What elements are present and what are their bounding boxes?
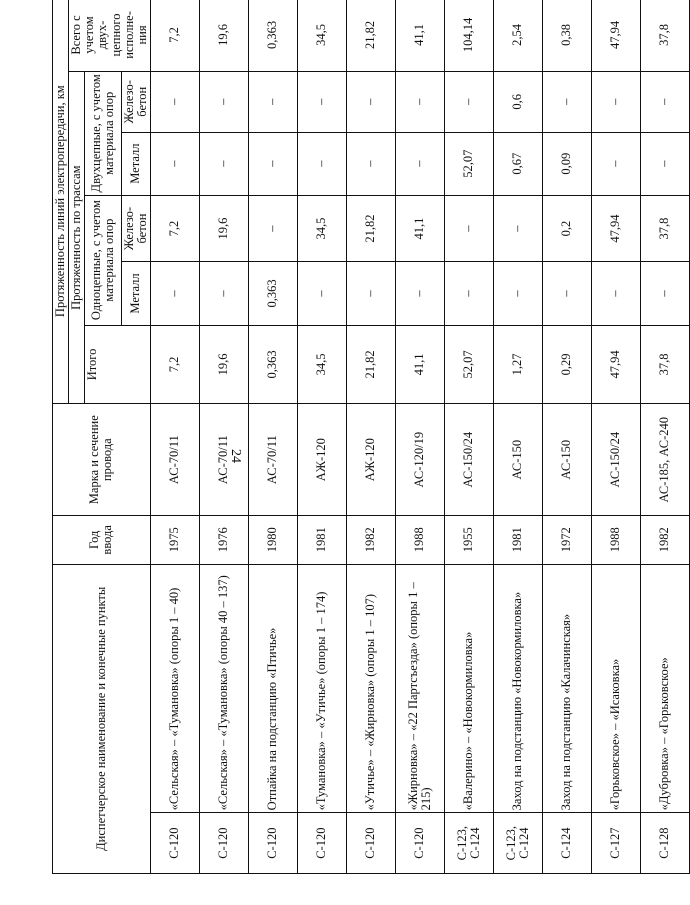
- cell-d-conc: –: [542, 71, 591, 132]
- cell-name: Заход на подстанцию «Новокормиловка»: [493, 564, 542, 813]
- cell-code: С-120: [150, 813, 199, 874]
- cell-name: «Утичье» – «Жирновка» (опоры 1 – 107): [346, 564, 395, 813]
- cell-year: 1976: [199, 516, 248, 565]
- cell-s-conc: 34,5: [297, 195, 346, 262]
- cell-wire: АС-70/11: [150, 404, 199, 516]
- cell-total: 21,82: [346, 325, 395, 404]
- cell-total: 52,07: [444, 325, 493, 404]
- header-route: Протяженность по трассам: [69, 71, 85, 403]
- cell-d-metal: –: [150, 132, 199, 195]
- cell-d-metal: 0,09: [542, 132, 591, 195]
- cell-d-metal: 52,07: [444, 132, 493, 195]
- cell-wire: АС-150/24: [444, 404, 493, 516]
- cell-s-metal: –: [150, 262, 199, 325]
- cell-name: «Горьковское» – «Исаковка»: [591, 564, 640, 813]
- cell-code: С-127: [591, 813, 640, 874]
- cell-total: 0,363: [248, 325, 297, 404]
- cell-name: «Жирновка» – «22 Партсъезда» (опоры 1 – 215): [395, 564, 444, 813]
- cell-total: 37,8: [640, 325, 689, 404]
- header-single-concrete: Железо- бетон: [121, 195, 150, 262]
- cell-all: 0,38: [542, 0, 591, 71]
- header-total: Итого: [85, 325, 151, 404]
- header-single-metal: Металл: [121, 262, 150, 325]
- table-row: [248, 0, 297, 874]
- cell-d-conc: –: [199, 71, 248, 132]
- cell-s-conc: –: [493, 195, 542, 262]
- cell-d-conc: 0,6: [493, 71, 542, 132]
- cell-all: 47,94: [591, 0, 640, 71]
- cell-total: 19,6: [199, 325, 248, 404]
- cell-all: 34,5: [297, 0, 346, 71]
- cell-s-conc: 19,6: [199, 195, 248, 262]
- cell-name: «Дубровка» – «Горьковское»: [640, 564, 689, 813]
- cell-all: 19,6: [199, 0, 248, 71]
- cell-d-conc: –: [248, 71, 297, 132]
- cell-all: 41,1: [395, 0, 444, 71]
- cell-d-metal: –: [395, 132, 444, 195]
- table-row: [199, 0, 248, 874]
- table-row: [395, 0, 444, 874]
- table-row: [444, 0, 493, 874]
- cell-total: 41,1: [395, 325, 444, 404]
- cell-all: 37,8: [640, 0, 689, 71]
- header-length: Протяженность линий электропередачи, км: [53, 0, 69, 404]
- table-body: [150, 0, 689, 874]
- cell-year: 1988: [395, 516, 444, 565]
- cell-all: 7,2: [150, 0, 199, 71]
- table-row: [150, 0, 199, 874]
- cell-total: 47,94: [591, 325, 640, 404]
- table-row: [346, 0, 395, 874]
- cell-d-metal: –: [591, 132, 640, 195]
- cell-d-metal: 0,67: [493, 132, 542, 195]
- cell-year: 1982: [346, 516, 395, 565]
- cell-code: С-123, С-124: [444, 813, 493, 874]
- cell-d-metal: –: [248, 132, 297, 195]
- cell-wire: АС-120/19: [395, 404, 444, 516]
- page-number: 24: [228, 449, 243, 463]
- cell-wire: АС-150/24: [591, 404, 640, 516]
- cell-total: 34,5: [297, 325, 346, 404]
- cell-code: С-124: [542, 813, 591, 874]
- table-container: [52, 0, 672, 874]
- cell-s-metal: –: [591, 262, 640, 325]
- cell-year: 1972: [542, 516, 591, 565]
- cell-total: 7,2: [150, 325, 199, 404]
- cell-name: Отпайка на подстанцию «Птичье»: [248, 564, 297, 813]
- cell-s-metal: –: [297, 262, 346, 325]
- cell-d-metal: –: [640, 132, 689, 195]
- cell-name: Заход на подстанцию «Калачинская»: [542, 564, 591, 813]
- cell-code: С-120: [199, 813, 248, 874]
- cell-d-metal: –: [199, 132, 248, 195]
- cell-d-metal: –: [346, 132, 395, 195]
- cell-d-conc: –: [346, 71, 395, 132]
- table-row: [493, 0, 542, 874]
- cell-s-conc: 21,82: [346, 195, 395, 262]
- header-double-total: Всего с учетом двух- цепного исполне- ния: [69, 0, 151, 71]
- header-double-concrete: Железо- бетон: [121, 71, 150, 132]
- cell-all: 104,14: [444, 0, 493, 71]
- cell-s-metal: –: [395, 262, 444, 325]
- cell-name: «Тумановка» – «Утичье» (опоры 1 – 174): [297, 564, 346, 813]
- cell-all: 21,82: [346, 0, 395, 71]
- cell-wire: АС-150: [493, 404, 542, 516]
- header-double: Двухцепные, с учетом материала опор: [85, 71, 121, 195]
- cell-year: 1988: [591, 516, 640, 565]
- cell-wire: АС-70/11: [199, 404, 248, 516]
- header-year: Год ввода: [53, 516, 151, 565]
- cell-s-metal: –: [199, 262, 248, 325]
- cell-s-conc: 41,1: [395, 195, 444, 262]
- table-row: [542, 0, 591, 874]
- cell-code: С-120: [297, 813, 346, 874]
- cell-d-conc: –: [297, 71, 346, 132]
- cell-all: 0,363: [248, 0, 297, 71]
- cell-year: 1980: [248, 516, 297, 565]
- cell-name: «Сельская» – «Тумановка» (опоры 40 – 137): [199, 564, 248, 813]
- table-row: [591, 0, 640, 874]
- cell-wire: АЖ-120: [297, 404, 346, 516]
- cell-d-conc: –: [640, 71, 689, 132]
- cell-s-metal: 0,363: [248, 262, 297, 325]
- cell-s-conc: 47,94: [591, 195, 640, 262]
- cell-wire: АС-185, АС-240: [640, 404, 689, 516]
- table-row: [297, 0, 346, 874]
- cell-s-metal: –: [542, 262, 591, 325]
- header-double-metal: Металл: [121, 132, 150, 195]
- cell-s-metal: –: [493, 262, 542, 325]
- cell-name: «Валерино» – «Новокормиловка»: [444, 564, 493, 813]
- cell-s-conc: –: [248, 195, 297, 262]
- cell-s-conc: 37,8: [640, 195, 689, 262]
- cell-code: С-120: [395, 813, 444, 874]
- cell-year: 1982: [640, 516, 689, 565]
- header-name: Диспетчерское наименование и конечные пункты: [53, 564, 151, 873]
- cell-s-conc: 7,2: [150, 195, 199, 262]
- cell-code: С-120: [346, 813, 395, 874]
- cell-code: С-128: [640, 813, 689, 874]
- cell-year: 1975: [150, 516, 199, 565]
- header-wire: Марка и сечение провода: [53, 404, 151, 516]
- cell-code: С-123, С-124: [493, 813, 542, 874]
- header-single: Одноцепные, с учетом материала опор: [85, 195, 121, 325]
- cell-d-conc: –: [150, 71, 199, 132]
- cell-wire: АЖ-120: [346, 404, 395, 516]
- cell-total: 0,29: [542, 325, 591, 404]
- cell-name: «Сельская» – «Тумановка» (опоры 1 – 40): [150, 564, 199, 813]
- cell-s-metal: –: [640, 262, 689, 325]
- cell-wire: АС-150: [542, 404, 591, 516]
- cell-all: 2,54: [493, 0, 542, 71]
- cell-year: 1981: [297, 516, 346, 565]
- cell-d-conc: –: [591, 71, 640, 132]
- cell-s-conc: 0,2: [542, 195, 591, 262]
- cell-d-conc: –: [395, 71, 444, 132]
- power-lines-table: [52, 0, 690, 874]
- cell-d-conc: –: [444, 71, 493, 132]
- cell-wire: АС-70/11: [248, 404, 297, 516]
- cell-year: 1981: [493, 516, 542, 565]
- cell-s-metal: –: [346, 262, 395, 325]
- cell-s-metal: –: [444, 262, 493, 325]
- cell-s-conc: –: [444, 195, 493, 262]
- cell-code: С-120: [248, 813, 297, 874]
- cell-year: 1955: [444, 516, 493, 565]
- cell-total: 1,27: [493, 325, 542, 404]
- cell-d-metal: –: [297, 132, 346, 195]
- table-row: [640, 0, 689, 874]
